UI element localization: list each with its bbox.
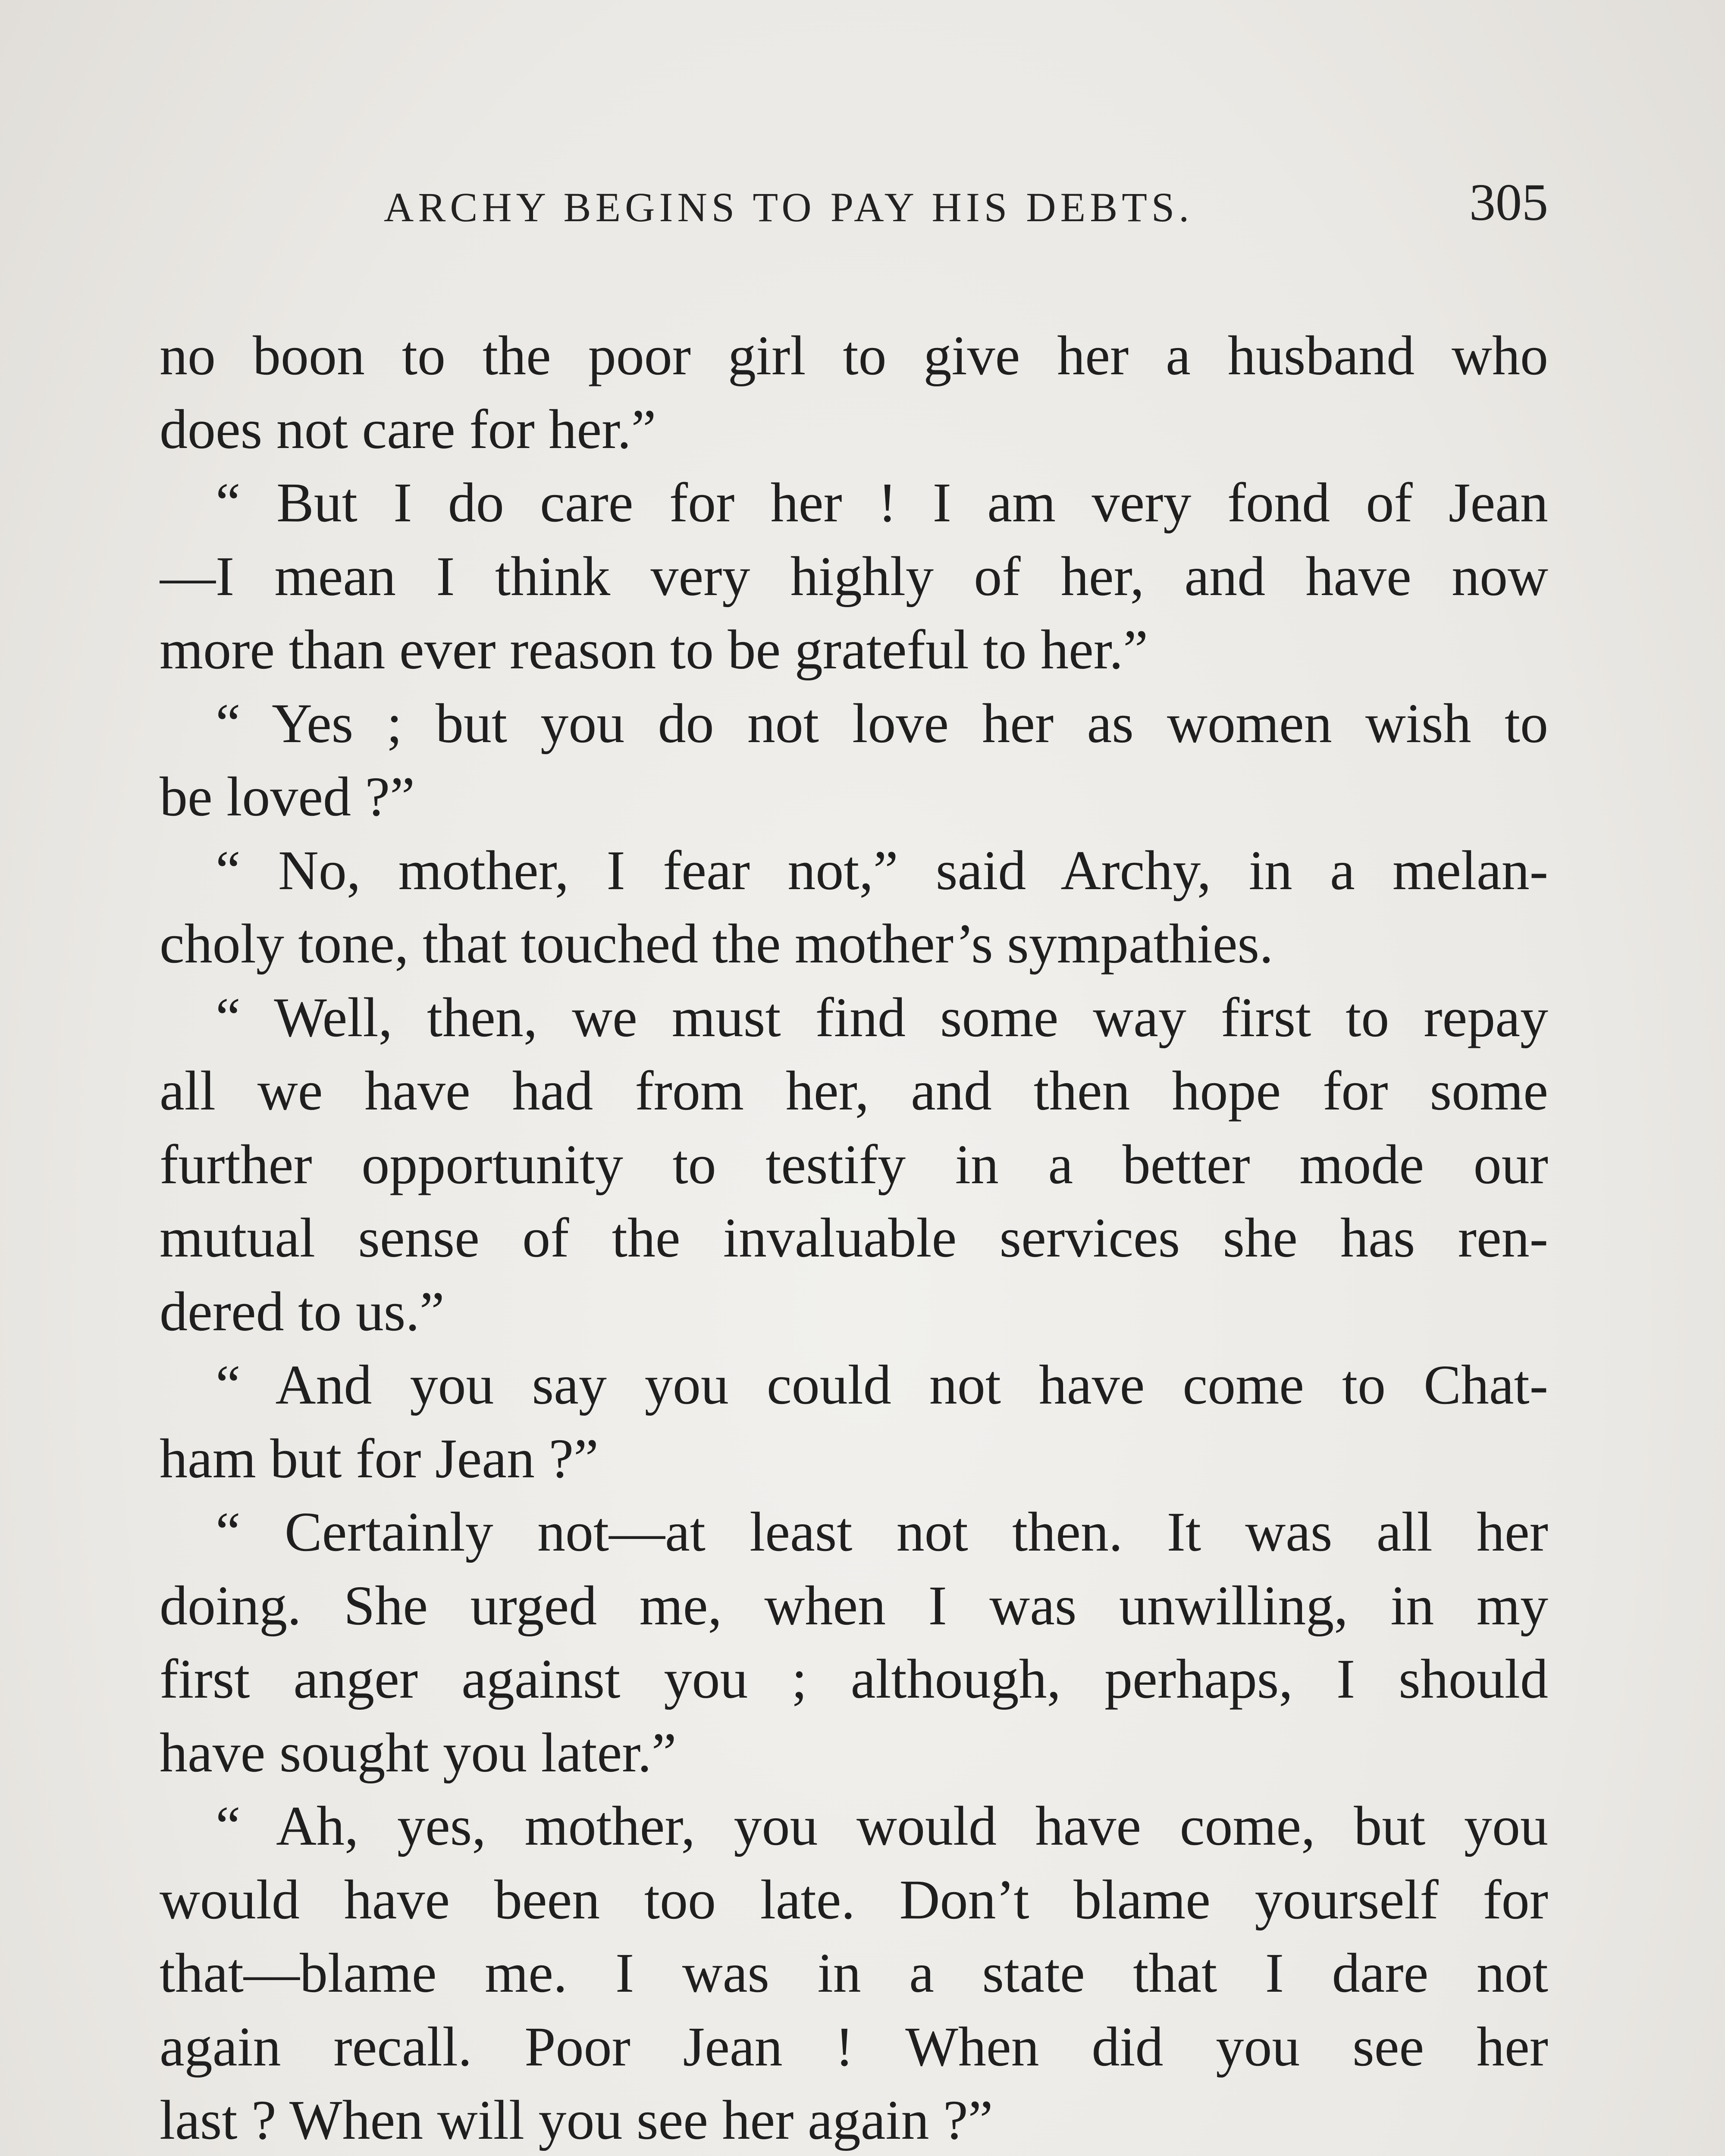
text-line: would have been too late. Don’t blame yourself for xyxy=(160,1868,1548,1931)
running-head xyxy=(155,168,1548,233)
text-line: first anger against you ; although, perhaps, I should xyxy=(160,1648,1548,1710)
text-line: last ? When will you see her again ?” xyxy=(160,2089,993,2151)
text-line: “ Yes ; but you do not love her as women wish to xyxy=(216,692,1548,755)
text-line: “ And you say you could not have come to Chat- xyxy=(216,1354,1548,1416)
text-line: “ No, mother, I fear not,” said Archy, in a melan- xyxy=(216,839,1548,902)
text-line: no boon to the poor girl to give her a husband who xyxy=(160,325,1548,387)
text-line: be loved ?” xyxy=(160,766,415,828)
text-line: does not care for her.” xyxy=(160,398,656,461)
text-line: again recall. Poor Jean ! When did you see her xyxy=(160,2015,1548,2078)
text-line: “ Ah, yes, mother, you would have come, but you xyxy=(216,1795,1548,1857)
text-line: “ But I do care for her ! I am very fond of Jean xyxy=(216,472,1548,534)
text-line: dered to us.” xyxy=(160,1280,445,1343)
text-line: choly tone, that touched the mother’s sympathies. xyxy=(160,913,1273,975)
text-line: mutual sense of the invaluable services she has ren- xyxy=(160,1207,1548,1269)
text-line: “ Well, then, we must find some way first to repay xyxy=(216,986,1548,1049)
text-line: more than ever reason to be grateful to her.” xyxy=(160,619,1148,681)
text-line: —I mean I think very highly of her, and have now xyxy=(160,545,1548,608)
body-text xyxy=(160,319,1548,2156)
text-line: that—blame me. I was in a state that I dare not xyxy=(160,1942,1548,2004)
text-line: have sought you later.” xyxy=(160,1721,677,1784)
text-line: further opportunity to testify in a better mode our xyxy=(160,1133,1548,1196)
text-line: “ Certainly not—at least not then. It was all her xyxy=(216,1501,1548,1563)
running-title: ARCHY BEGINS TO PAY HIS DEBTS. xyxy=(384,184,1194,230)
text-line: doing. She urged me, when I was unwilling, in my xyxy=(160,1574,1548,1637)
text-line: ham but for Jean ?” xyxy=(160,1427,599,1490)
text-line: all we have had from her, and then hope for some xyxy=(160,1060,1548,1122)
page-number: 305 xyxy=(1469,173,1548,232)
